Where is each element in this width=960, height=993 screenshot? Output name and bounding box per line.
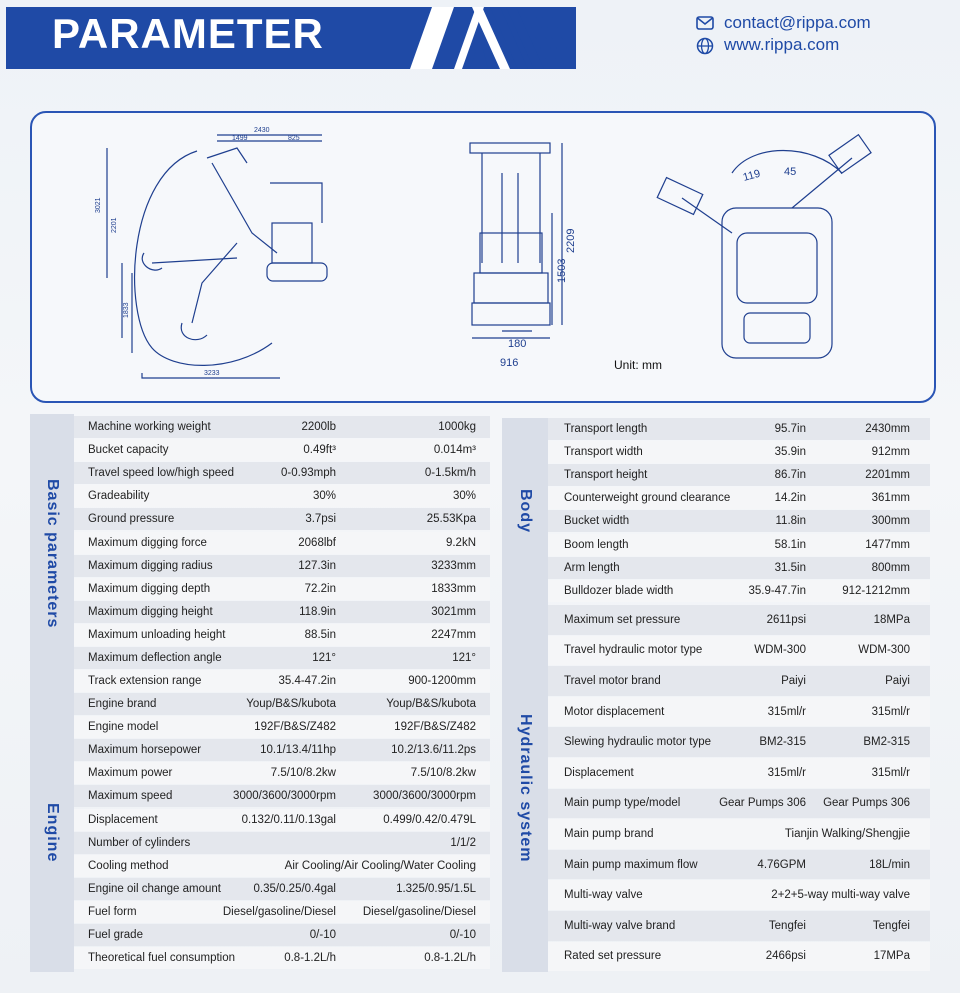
row-label: Boom length xyxy=(564,538,629,551)
table-row xyxy=(74,809,490,831)
row-label: Engine brand xyxy=(88,698,157,711)
row-label: Displacement xyxy=(88,813,158,826)
front-view-drawing xyxy=(470,143,562,338)
section-label-engine xyxy=(30,693,74,972)
table-row xyxy=(548,534,930,556)
row-label: Maximum deflection angle xyxy=(88,652,222,665)
row-label: Main pump maximum flow xyxy=(564,858,698,871)
row-value-metric: 7.5/10/8.2kw xyxy=(410,767,476,780)
row-label: Maximum digging force xyxy=(88,536,207,549)
row-value-metric: 0.8-1.2L/h xyxy=(424,952,476,965)
basic-parameters-label: Basic parameters xyxy=(44,478,61,629)
row-value-metric: Youp/B&S/kubota xyxy=(386,698,476,711)
table-row xyxy=(548,789,930,819)
row-label: Maximum digging radius xyxy=(88,559,213,572)
row-value-metric: 3021mm xyxy=(431,605,476,618)
row-value-imperial: 315ml/r xyxy=(767,705,806,718)
row-value-metric: 2201mm xyxy=(865,469,910,482)
row-label: Counterweight ground clearance xyxy=(564,492,731,505)
row-value-metric: 0.014m³ xyxy=(433,444,476,457)
row-value-metric: 361mm xyxy=(871,492,910,505)
row-value-metric: 0-1.5km/h xyxy=(424,467,476,480)
row-value-imperial: Youp/B&S/kubota xyxy=(246,698,336,711)
table-row xyxy=(548,605,930,635)
stripes-decoration xyxy=(410,7,580,69)
row-label: Travel hydraulic motor type xyxy=(564,644,703,657)
row-label: Travel motor brand xyxy=(564,674,661,687)
row-value-imperial: 4.76GPM xyxy=(757,858,806,871)
row-value-imperial: 3.7psi xyxy=(305,513,336,526)
row-label: Main pump brand xyxy=(564,827,654,840)
row-value-metric: 9.2kN xyxy=(445,536,476,549)
row-label: Engine oil change amount xyxy=(88,882,221,895)
table-row xyxy=(74,762,490,784)
table-row xyxy=(74,693,490,715)
row-label: Ground pressure xyxy=(88,513,175,526)
row-value-metric: 192F/B&S/Z482 xyxy=(394,721,476,734)
table-row xyxy=(74,739,490,761)
row-value-imperial: BM2-315 xyxy=(759,736,806,749)
row-value-metric: 315ml/r xyxy=(871,766,910,779)
row-value-imperial: 30% xyxy=(312,490,336,503)
table-row xyxy=(548,510,930,532)
table-row xyxy=(548,464,930,486)
row-value-metric: 300mm xyxy=(871,515,910,528)
table-row xyxy=(548,666,930,696)
row-value-metric: 18MPa xyxy=(873,613,910,626)
row-value-metric: 0/-10 xyxy=(449,929,476,942)
row-value-metric: 2247mm xyxy=(431,628,476,641)
row-value-metric: Tianjin Walking/Shengjie xyxy=(784,827,910,840)
row-label: Transport length xyxy=(564,423,648,436)
table-row xyxy=(548,758,930,788)
table-row xyxy=(74,601,490,623)
table-row xyxy=(548,418,930,440)
row-label: Displacement xyxy=(564,766,634,779)
row-value-imperial: 315ml/r xyxy=(767,766,806,779)
contact-email[interactable]: contact@rippa.com xyxy=(724,13,871,32)
row-label: Track extension range xyxy=(88,675,202,688)
dim-angle-a: 119 xyxy=(741,167,762,184)
side-view-drawing xyxy=(107,135,327,378)
row-value-metric: Tengfei xyxy=(872,919,910,932)
row-value-metric: 0.499/0.42/0.479L xyxy=(383,813,476,826)
row-label: Maximum set pressure xyxy=(564,613,681,626)
row-value-metric: 3000/3600/3000rpm xyxy=(373,790,476,803)
header xyxy=(0,0,960,70)
table-row xyxy=(74,716,490,738)
row-label: Multi-way valve brand xyxy=(564,919,676,932)
table-row xyxy=(74,555,490,577)
row-label: Maximum digging depth xyxy=(88,582,211,595)
row-label: Slewing hydraulic motor type xyxy=(564,736,712,749)
row-value-imperial: 2068lbf xyxy=(298,536,336,549)
row-value-imperial: 0.35/0.25/0.4gal xyxy=(253,882,336,895)
row-label: Bucket capacity xyxy=(88,444,169,457)
dim-top-a: 1499 xyxy=(232,135,248,142)
row-value-metric: 2+2+5-way multi-way valve xyxy=(771,889,910,902)
row-value-imperial: 0.8-1.2L/h xyxy=(284,952,336,965)
top-view-drawing xyxy=(657,135,871,358)
row-label: Transport height xyxy=(564,469,648,482)
row-value-imperial: Paiyi xyxy=(781,674,806,687)
row-value-imperial: 7.5/10/8.2kw xyxy=(270,767,336,780)
dim-left-c: 1833 xyxy=(123,302,130,318)
excavator-drawings xyxy=(32,113,934,401)
row-label: Arm length xyxy=(564,561,620,574)
unit-label: Unit: mm xyxy=(614,358,662,372)
table-row xyxy=(548,727,930,757)
section-label-basic xyxy=(30,414,74,693)
row-value-metric: 17MPa xyxy=(873,950,910,963)
page-title: PARAMETER xyxy=(52,10,324,57)
row-value-imperial: 35.4-47.2in xyxy=(278,675,336,688)
dim-left-a: 3021 xyxy=(95,197,102,213)
row-value-metric: 25.53Kpa xyxy=(426,513,476,526)
table-row xyxy=(548,697,930,727)
row-label: Rated set pressure xyxy=(564,950,662,963)
dim-top-b: 825 xyxy=(288,135,300,142)
table-row xyxy=(74,416,490,438)
row-value-metric: 18L/min xyxy=(869,858,910,871)
row-label: Gradeability xyxy=(88,490,150,503)
row-value-imperial: 2611psi xyxy=(766,613,806,626)
row-value-metric: Gear Pumps 306 xyxy=(823,797,910,810)
row-label: Fuel form xyxy=(88,905,137,918)
row-label: Bulldozer blade width xyxy=(564,584,674,597)
engine-label: Engine xyxy=(44,802,61,863)
row-value-imperial: 11.8in xyxy=(775,515,806,528)
table-row xyxy=(74,532,490,554)
row-value-imperial: 121° xyxy=(312,652,336,665)
table-row xyxy=(74,878,490,900)
row-value-metric: Paiyi xyxy=(885,674,910,687)
row-value-metric: 1833mm xyxy=(431,582,476,595)
row-value-imperial: 2200lb xyxy=(301,421,336,434)
row-value-imperial: 35.9in xyxy=(774,446,806,459)
row-value-imperial: 3000/3600/3000rpm xyxy=(233,790,336,803)
table-row xyxy=(74,670,490,692)
row-value-imperial: 58.1in xyxy=(774,538,806,551)
table-row xyxy=(74,855,490,877)
row-value-imperial: 0-0.93mph xyxy=(281,467,336,480)
table-row xyxy=(548,911,930,941)
row-value-imperial: 127.3in xyxy=(298,559,336,572)
body-label: Body xyxy=(517,489,534,533)
dim-front-width-small: 180 xyxy=(508,338,527,350)
row-value-metric: 912-1212mm xyxy=(842,584,910,597)
table-row xyxy=(548,636,930,666)
row-value-metric: 1477mm xyxy=(865,538,910,551)
row-label: Number of cylinders xyxy=(88,836,191,849)
section-label-hydraulic xyxy=(502,604,548,972)
table-row xyxy=(74,785,490,807)
dim-left-b: 2201 xyxy=(111,217,118,233)
table-row xyxy=(548,880,930,910)
row-value-imperial: 0.49ft³ xyxy=(303,444,336,457)
row-label: Cooling method xyxy=(88,859,169,872)
row-value-imperial: 2466psi xyxy=(765,950,806,963)
row-value-imperial: 0/-10 xyxy=(309,929,336,942)
dim-front-mid: 1503 xyxy=(556,258,568,283)
row-label: Maximum digging height xyxy=(88,605,213,618)
row-label: Multi-way valve xyxy=(564,889,643,902)
table-row xyxy=(74,647,490,669)
row-value-metric: BM2-315 xyxy=(863,736,910,749)
contact-block xyxy=(696,12,871,56)
table-row xyxy=(74,462,490,484)
row-value-imperial: 72.2in xyxy=(304,582,336,595)
dim-front-height: 2209 xyxy=(565,228,577,253)
table-row xyxy=(548,441,930,463)
row-value-imperial: 86.7in xyxy=(774,469,806,482)
row-value-metric: 1/1/2 xyxy=(450,836,476,849)
row-value-metric: 30% xyxy=(452,490,476,503)
dim-front-width: 916 xyxy=(500,357,519,369)
row-value-imperial: Tengfei xyxy=(768,919,806,932)
row-label: Main pump type/model xyxy=(564,797,681,810)
table-row xyxy=(548,580,930,602)
row-label: Motor displacement xyxy=(564,705,665,718)
row-label: Transport width xyxy=(564,446,643,459)
dim-angle-b: 45 xyxy=(784,166,797,178)
hydraulic-system-label: Hydraulic system xyxy=(517,713,534,863)
row-value-metric: 315ml/r xyxy=(871,705,910,718)
table-row xyxy=(74,924,490,946)
row-value-imperial: Gear Pumps 306 xyxy=(719,797,806,810)
row-value-metric: 800mm xyxy=(871,561,910,574)
row-label: Machine working weight xyxy=(88,421,211,434)
table-row xyxy=(548,487,930,509)
dim-top-total: 2430 xyxy=(254,127,270,134)
dim-bottom: 3233 xyxy=(204,370,220,377)
table-row xyxy=(548,942,930,972)
table-row xyxy=(74,578,490,600)
row-value-metric: 900-1200mm xyxy=(408,675,476,688)
globe-icon xyxy=(696,37,716,53)
row-label: Travel speed low/high speed xyxy=(88,467,234,480)
table-row xyxy=(74,832,490,854)
row-label: Bucket width xyxy=(564,515,630,528)
table-row xyxy=(74,947,490,969)
row-value-imperial: 95.7in xyxy=(774,423,806,436)
row-label: Maximum power xyxy=(88,767,173,780)
row-value-imperial: 88.5in xyxy=(304,628,336,641)
section-label-body xyxy=(502,418,548,604)
row-value-imperial: 31.5in xyxy=(774,561,806,574)
contact-website[interactable]: www.rippa.com xyxy=(724,35,840,54)
row-value-imperial: Diesel/gasoline/Diesel xyxy=(222,905,336,918)
table-row xyxy=(74,485,490,507)
row-value-metric: Air Cooling/Air Cooling/Water Cooling xyxy=(284,859,476,872)
row-label: Maximum unloading height xyxy=(88,628,226,641)
table-row xyxy=(548,819,930,849)
table-row xyxy=(548,557,930,579)
row-value-imperial: 14.2in xyxy=(774,492,806,505)
row-value-metric: 1.325/0.95/1.5L xyxy=(396,882,476,895)
row-value-metric: 912mm xyxy=(871,446,910,459)
row-value-metric: 121° xyxy=(452,652,476,665)
table-row xyxy=(74,508,490,530)
row-value-imperial: WDM-300 xyxy=(754,644,806,657)
technical-drawing-frame xyxy=(30,111,936,403)
row-value-imperial: 35.9-47.7in xyxy=(748,584,806,597)
row-label: Maximum speed xyxy=(88,790,173,803)
row-value-imperial: 10.1/13.4/11hp xyxy=(260,744,336,757)
row-value-metric: 10.2/13.6/11.2ps xyxy=(391,744,476,757)
row-value-metric: 1000kg xyxy=(438,421,476,434)
envelope-icon xyxy=(696,15,716,31)
row-value-imperial: 118.9in xyxy=(299,605,336,618)
table-row xyxy=(548,850,930,880)
table-row xyxy=(74,439,490,461)
row-label: Engine model xyxy=(88,721,159,734)
row-value-metric: WDM-300 xyxy=(858,644,910,657)
row-value-imperial: 192F/B&S/Z482 xyxy=(254,721,336,734)
row-value-metric: 2430mm xyxy=(865,423,910,436)
row-value-imperial: 0.132/0.11/0.13gal xyxy=(241,813,336,826)
table-row xyxy=(74,624,490,646)
row-label: Maximum horsepower xyxy=(88,744,202,757)
table-row xyxy=(74,901,490,923)
row-value-metric: 3233mm xyxy=(431,559,476,572)
row-label: Fuel grade xyxy=(88,929,143,942)
row-label: Theoretical fuel consumption xyxy=(88,952,236,965)
row-value-metric: Diesel/gasoline/Diesel xyxy=(362,905,476,918)
